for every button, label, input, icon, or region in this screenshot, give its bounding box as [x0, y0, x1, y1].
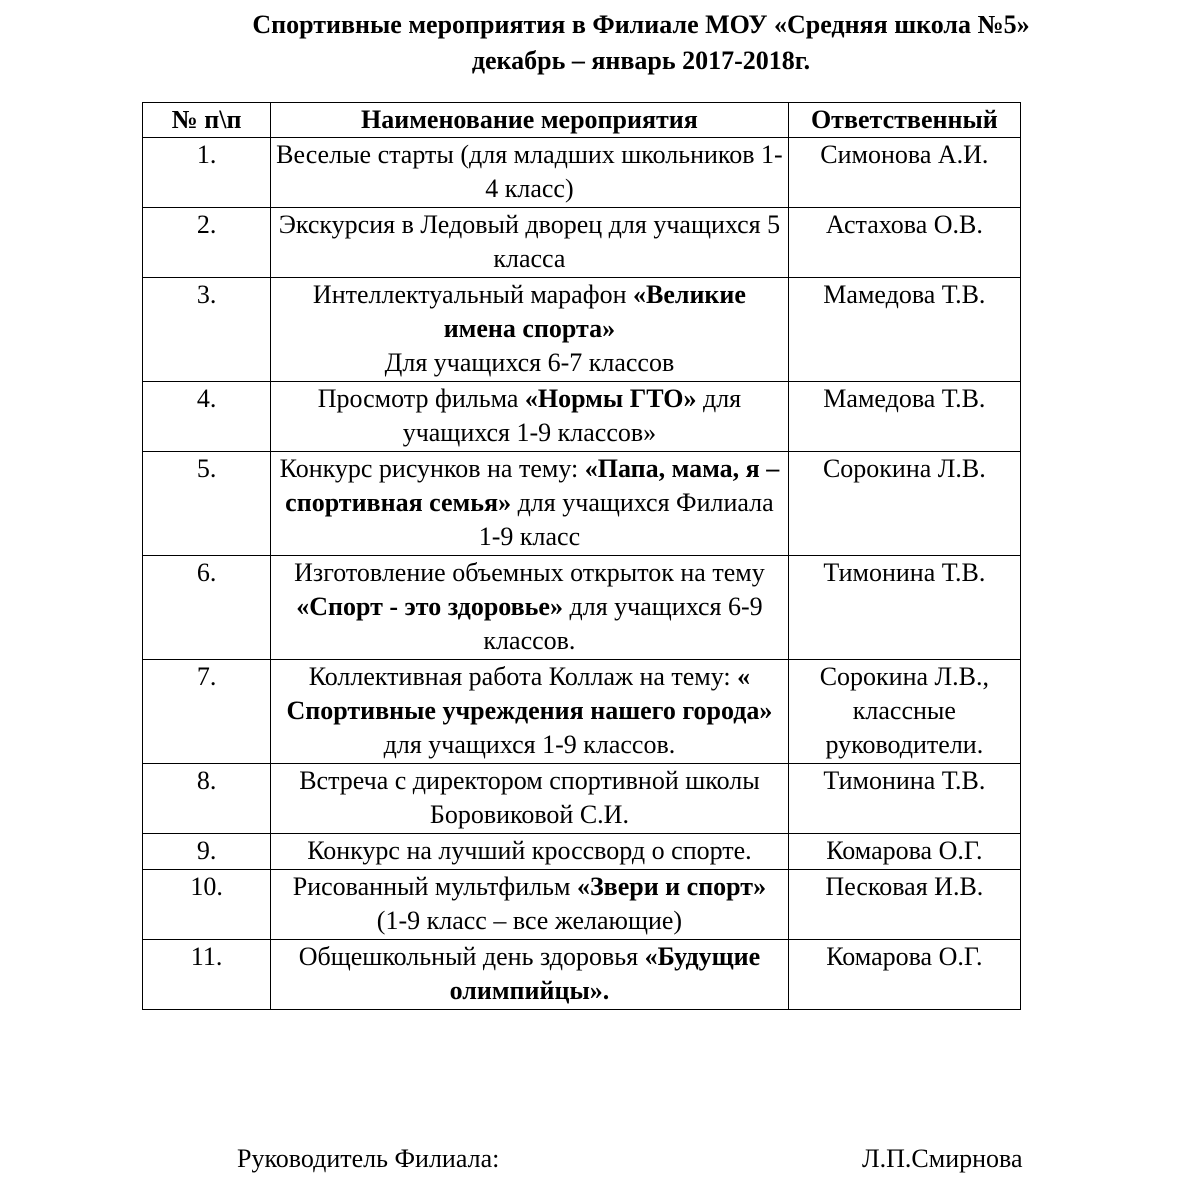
event-name-bold: «Звери и спорт»: [576, 872, 767, 901]
responsible-person: Комарова О.Г.: [788, 940, 1020, 1010]
event-name-bold: «Будущие олимпийцы».: [449, 942, 761, 1005]
event-name-text: Конкурс на лучший кроссворд о спорте.: [307, 836, 752, 865]
event-name: [271, 834, 789, 870]
event-name-text: Веселые старты (для младших школьников 1-4 класс): [276, 140, 783, 203]
event-name-text: Изготовление объемных открыток на тему: [294, 558, 765, 587]
responsible-person: Сорокина Л.В.: [788, 452, 1020, 556]
event-name-text: Рисованный мультфильм: [292, 872, 577, 901]
row-number: 5.: [143, 452, 271, 556]
header-responsible: Ответственный: [788, 103, 1020, 138]
row-number: 3.: [143, 278, 271, 382]
events-table-body: [143, 138, 1021, 1010]
responsible-person: Симонова А.И.: [788, 138, 1020, 208]
responsible-person: Мамедова Т.В.: [788, 382, 1020, 452]
responsible-person: Тимонина Т.В.: [788, 556, 1020, 660]
responsible-person: Сорокина Л.В., классные руководители.: [788, 660, 1020, 764]
table-row: [143, 382, 1021, 452]
event-name-bold: « Спортивные учреждения нашего города»: [286, 662, 773, 725]
table-row: [143, 764, 1021, 834]
responsible-person: Песковая И.В.: [788, 870, 1020, 940]
header-num: № п\п: [143, 103, 271, 138]
event-name: [271, 382, 789, 452]
document-title: Спортивные мероприятия в Филиале МОУ «Средняя школа №5»: [252, 10, 1030, 39]
row-number: 4.: [143, 382, 271, 452]
row-number: 1.: [143, 138, 271, 208]
responsible-person: Мамедова Т.В.: [788, 278, 1020, 382]
events-table: [142, 102, 1021, 1010]
responsible-person: Комарова О.Г.: [788, 834, 1020, 870]
row-number: 8.: [143, 764, 271, 834]
header-name: Наименование мероприятия: [271, 103, 789, 138]
event-name: [271, 870, 789, 940]
event-name: [271, 940, 789, 1010]
event-name-bold: «Нормы ГТО»: [524, 384, 697, 413]
event-name-text: (1-9 класс – все желающие): [376, 906, 683, 935]
event-name-text: Общешкольный день здоровья: [298, 942, 645, 971]
event-name-text: для учащихся 6-9 классов.: [483, 592, 763, 655]
event-name: [271, 278, 789, 382]
event-name-text: Коллективная работа Коллаж на тему:: [308, 662, 738, 691]
table-row: [143, 138, 1021, 208]
event-name-text: Для учащихся 6-7 классов: [384, 348, 675, 377]
event-name-text: Интеллектуальный марафон: [312, 280, 633, 309]
event-name-text: для учащихся 1-9 классов.: [383, 730, 676, 759]
responsible-person: Астахова О.В.: [788, 208, 1020, 278]
event-name-bold: «Великие имена спорта»: [443, 280, 746, 343]
row-number: 11.: [143, 940, 271, 1010]
event-name-text: Встреча с директором спортивной школы Боровиковой С.И.: [299, 766, 760, 829]
event-name: [271, 660, 789, 764]
table-row: [143, 870, 1021, 940]
table-row: [143, 556, 1021, 660]
event-name-text: для учащихся 1-9 классов»: [402, 384, 742, 447]
row-number: 9.: [143, 834, 271, 870]
row-number: 7.: [143, 660, 271, 764]
row-number: 10.: [143, 870, 271, 940]
event-name-text: Просмотр фильма: [317, 384, 525, 413]
event-name-text: Конкурс рисунков на тему:: [279, 454, 585, 483]
event-name: [271, 452, 789, 556]
table-row: [143, 940, 1021, 1010]
event-name: [271, 556, 789, 660]
document-period: декабрь – январь 2017-2018г.: [471, 46, 811, 75]
event-name: [271, 208, 789, 278]
event-name: [271, 138, 789, 208]
table-row: [143, 278, 1021, 382]
table-row: [143, 452, 1021, 556]
row-number: 2.: [143, 208, 271, 278]
signature-name: Л.П.Смирнова: [862, 1144, 1023, 1173]
event-name-bold: «Папа, мама, я – спортивная семья»: [285, 454, 780, 517]
table-row: [143, 208, 1021, 278]
table-row: [143, 834, 1021, 870]
event-name-bold: «Спорт - это здоровье»: [296, 592, 563, 621]
table-header-row: [143, 103, 1021, 138]
event-name-text: для учащихся Филиала 1-9 класс: [478, 488, 774, 551]
event-name: [271, 764, 789, 834]
responsible-person: Тимонина Т.В.: [788, 764, 1020, 834]
signature-label: Руководитель Филиала:: [237, 1144, 500, 1173]
row-number: 6.: [143, 556, 271, 660]
table-row: [143, 660, 1021, 764]
event-name-text: Экскурсия в Ледовый дворец для учащихся 5 класса: [278, 210, 781, 273]
